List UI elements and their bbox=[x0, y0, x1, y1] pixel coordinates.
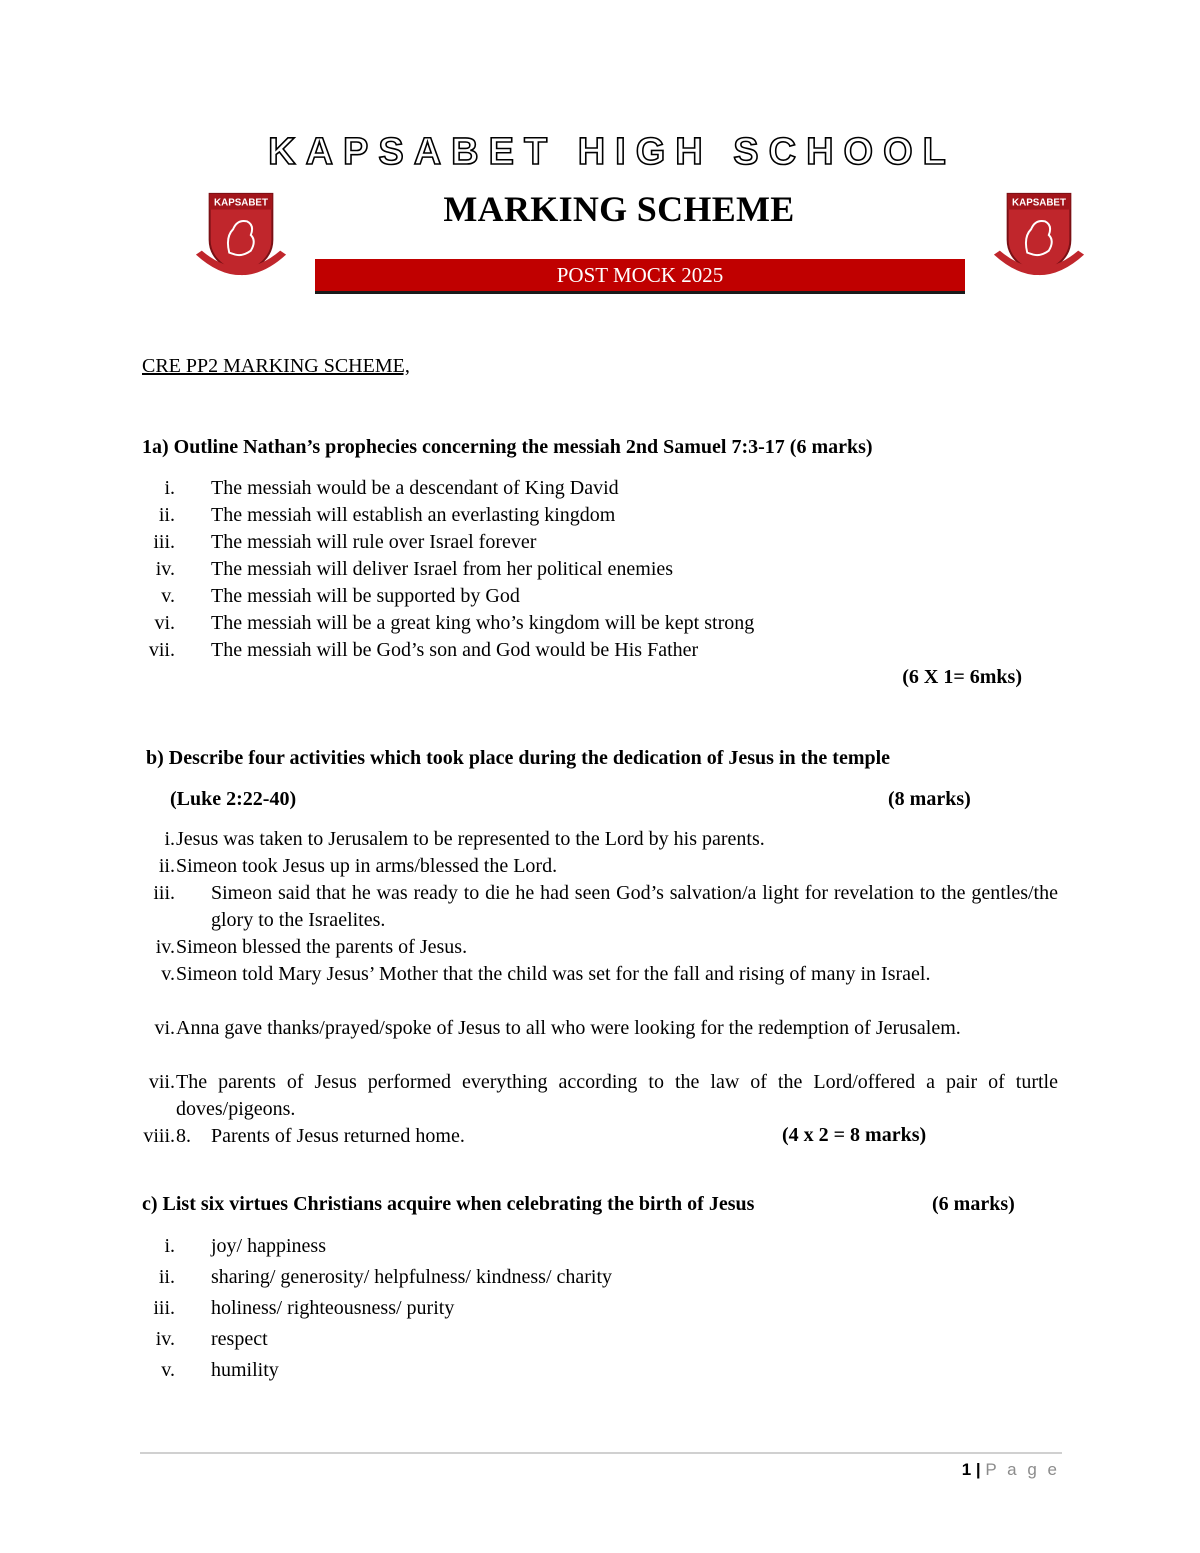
footer-separator: | bbox=[975, 1460, 981, 1479]
school-crest-left-icon bbox=[192, 186, 290, 284]
page-footer bbox=[880, 1460, 1060, 1480]
question-1a: 1a) Outline Nathan’s prophecies concerning the messiah 2nd Samuel 7:3-17 (6 marks) bbox=[142, 436, 873, 458]
svg-text:KAPSABET: KAPSABET bbox=[1012, 197, 1066, 209]
question-1c-marks: (6 marks) bbox=[932, 1193, 1015, 1215]
school-crest-right-icon bbox=[990, 186, 1088, 284]
document-title: MARKING SCHEME bbox=[443, 189, 795, 229]
paper-heading: CRE PP2 MARKING SCHEME, bbox=[142, 355, 410, 377]
svg-text:STRIVE TO EXCEL: STRIVE TO EXCEL bbox=[1008, 275, 1070, 283]
page-number: 1 bbox=[961, 1460, 972, 1479]
question-1b-reference: (Luke 2:22-40) bbox=[170, 788, 297, 810]
footer-divider bbox=[140, 1452, 1062, 1454]
question-1b: b) Describe four activities which took place during the dedication of Jesus in the temple bbox=[146, 747, 891, 769]
question-1c: c) List six virtues Christians acquire when celebrating the birth of Jesus bbox=[142, 1193, 755, 1215]
school-name: KAPSABET HIGH SCHOOL bbox=[268, 131, 956, 172]
question-1b-marks: (8 marks) bbox=[888, 788, 971, 810]
svg-text:STRIVE TO EXCEL: STRIVE TO EXCEL bbox=[210, 275, 272, 283]
school-name-wordart bbox=[142, 128, 1082, 172]
marks-total-1a: (6 X 1= 6mks) bbox=[902, 666, 1022, 688]
page-label: P a g e bbox=[985, 1460, 1060, 1479]
exam-banner: POST MOCK 2025 bbox=[315, 259, 965, 291]
marks-total-1b: (4 x 2 = 8 marks) bbox=[782, 1124, 927, 1146]
svg-text:KAPSABET: KAPSABET bbox=[214, 197, 268, 209]
